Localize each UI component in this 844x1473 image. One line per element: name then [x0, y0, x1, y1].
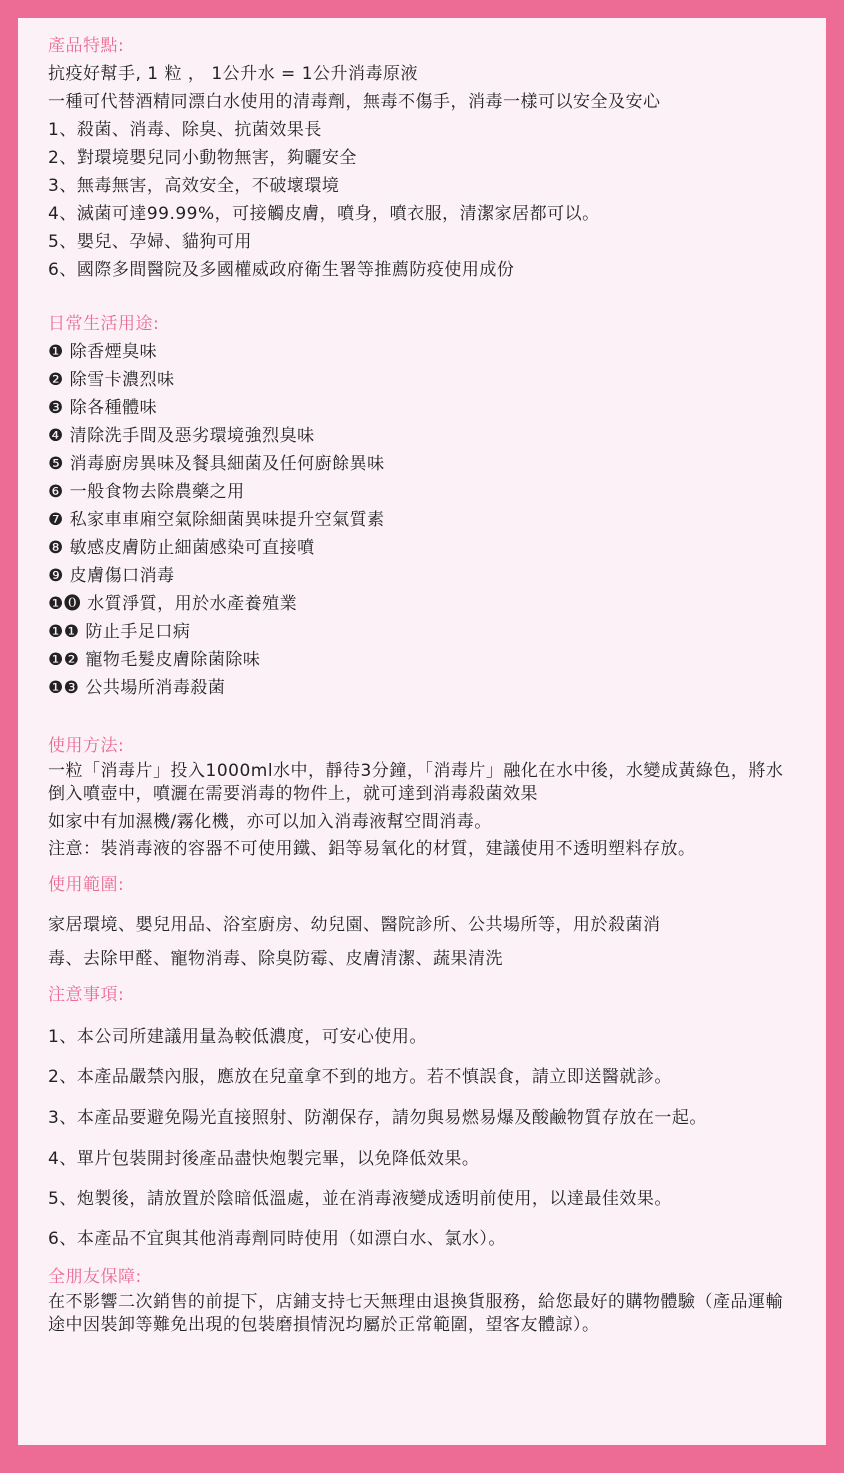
usage-paragraph: 一粒「消毒片」投入1000ml水中，靜待3分鐘，「消毒片」融化在水中後，水變成黃綠色，將水倒入噴壺中，噴灑在需要消毒的物件上，就可達到消毒殺菌效果: [48, 761, 784, 804]
features-heading: 產品特點:: [48, 36, 125, 56]
notes-line: 1、本公司所建議用量為較低濃度，可安心使用。: [48, 1027, 427, 1047]
usage-caution: 注意：裝消毒液的容器不可使用鐵、鋁等易氧化的材質，建議使用不透明塑料存放。: [48, 839, 696, 859]
daily-item: ❷ 除雪卡濃烈味: [48, 370, 175, 390]
daily-item: ❽ 敏感皮膚防止細菌感染可直接噴: [48, 538, 315, 558]
daily-item: ❻ 一般食物去除農藥之用: [48, 482, 245, 502]
notes-heading: 注意事項:: [48, 985, 125, 1005]
features-line: 一種可代替酒精同漂白水使用的清毒劑，無毒不傷手，消毒一樣可以安全及安心: [48, 92, 661, 112]
daily-item: ❶⓿ 水質淨質，用於水產養殖業: [48, 594, 298, 614]
daily-item: ❺ 消毒廚房異味及餐具細菌及任何廚餘異味: [48, 454, 385, 474]
notes-line: 6、本產品不宜與其他消毒劑同時使用（如漂白水、氯水）。: [48, 1229, 506, 1249]
daily-item: ❶❸ 公共場所消毒殺菌: [48, 678, 226, 698]
features-line: 1、殺菌、消毒、除臭、抗菌效果長: [48, 120, 322, 140]
notes-line: 4、單片包裝開封後產品盡快炮製完畢，以免降低效果。: [48, 1149, 480, 1169]
notes-section: [48, 981, 806, 1253]
daily-item: ❹ 清除洗手間及惡劣環境強烈臭味: [48, 426, 315, 446]
features-line: 6、國際多間醫院及多國權威政府衛生署等推薦防疫使用成份: [48, 260, 515, 280]
usage-heading: 使用方法:: [48, 736, 125, 756]
daily-item: ❶❷ 寵物毛髮皮膚除菌除味: [48, 650, 261, 670]
scope-line: 家居環境、嬰兒用品、浴室廚房、幼兒園、醫院診所、公共場所等，用於殺菌消: [48, 915, 661, 935]
daily-heading: 日常生活用途:: [48, 314, 160, 334]
scope-heading: 使用範圍:: [48, 875, 125, 895]
daily-item: ❾ 皮膚傷口消毒: [48, 566, 175, 586]
features-line: 4、滅菌可達99.99%，可接觸皮膚，噴身，噴衣服，清潔家居都可以。: [48, 204, 600, 224]
daily-item: ❶❶ 防止手足口病: [48, 622, 191, 642]
guarantee-text: 在不影響二次銷售的前提下，店鋪支持七天無理由退換貨服務，給您最好的購物體驗（產品運輸途中因裝卸等難免出現的包裝磨損情況均屬於正常範圍，望客友體諒）。: [48, 1292, 783, 1335]
notes-line: 3、本產品要避免陽光直接照射、防潮保存，請勿與易燃易爆及酸鹼物質存放在一起。: [48, 1108, 707, 1128]
features-line: 2、對環境嬰兒同小動物無害，夠曬安全: [48, 148, 357, 168]
features-line: 抗疫好幫手, 1 粒 ， 1公升水 = 1公升消毒原液: [48, 64, 419, 84]
daily-item: ❶ 除香煙臭味: [48, 342, 158, 362]
features-line: 3、無毒無害，高效安全，不破壞環境: [48, 176, 340, 196]
guarantee-heading: 全朋友保障:: [48, 1267, 142, 1287]
notes-line: 2、本產品嚴禁內服，應放在兒童拿不到的地方。若不慎誤食，請立即送醫就診。: [48, 1067, 672, 1087]
daily-item: ❼ 私家車車廂空氣除細菌異味提升空氣質素: [48, 510, 385, 530]
content-panel: [18, 18, 826, 1445]
notes-line: 5、炮製後，請放置於陰暗低溫處，並在消毒液變成透明前使用，以達最佳效果。: [48, 1189, 672, 1209]
features-line: 5、嬰兒、孕婦、貓狗可用: [48, 232, 252, 252]
usage-paragraph: 如家中有加濕機/霧化機，亦可以加入消毒液幫空間消毒。: [48, 812, 492, 832]
scope-line: 毒、去除甲醛、寵物消毒、除臭防霉、皮膚清潔、蔬果清洗: [48, 949, 503, 969]
daily-item: ❸ 除各種體味: [48, 398, 158, 418]
